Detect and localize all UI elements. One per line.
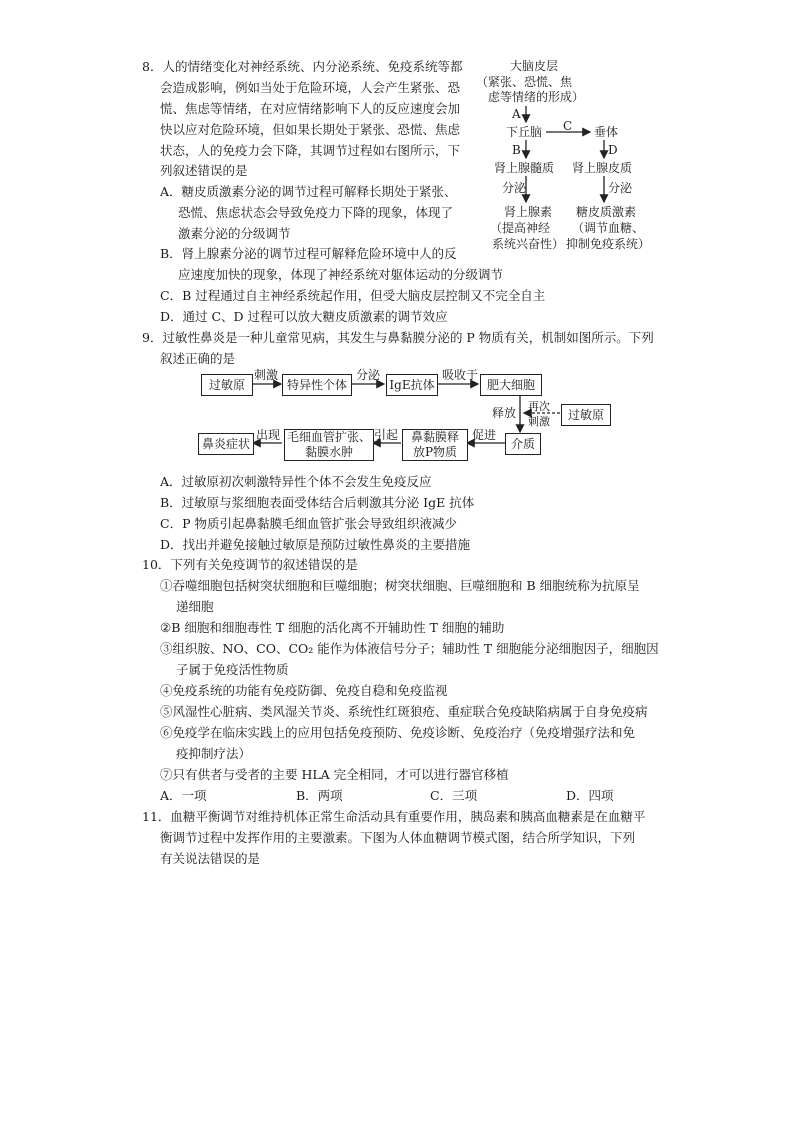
capillary-text: 毛细血管扩张、 — [286, 430, 371, 444]
mast-cell-box: 肥大细胞 — [480, 374, 542, 396]
absorb-label: 吸收于 — [442, 368, 479, 382]
q8-stem-line: 列叙述错误的是 — [160, 163, 248, 178]
q10-item-6-cont: 疫抑制疗法） — [176, 746, 252, 761]
q9-option-d: D．找出并避免接触过敏原是预防过敏性鼻炎的主要措施 — [160, 537, 471, 552]
q8-option-b: B．肾上腺素分泌的调节过程可解释危险环境中人的反 — [160, 246, 457, 261]
q10-item-7: ⑦只有供者与受者的主要 HLA 完全相同，才可以进行器官移植 — [160, 767, 509, 782]
restimulate-label: 刺激 — [528, 415, 550, 428]
q10-choice-a: A．一项 — [160, 788, 207, 803]
q8-option-a: A．糖皮质激素分泌的调节过程可解释长期处于紧张、 — [160, 184, 457, 199]
q10-item-6: ⑥免疫学在临床实践上的应用包括免疫预防、免疫诊断、免疫治疗（免疫增强疗法和免 — [160, 725, 636, 740]
cause-label: 引起 — [374, 428, 399, 442]
label-b: B — [512, 143, 521, 157]
secrete-left-label: 分泌 — [502, 181, 527, 195]
q9-flow-arrows — [0, 0, 794, 470]
glucocorticoid-note: 抑制免疫系统） — [566, 237, 651, 251]
q8-stem-line: 8．人的情绪变化对神经系统、内分泌系统、免疫系统等都 — [142, 59, 463, 74]
pituitary-label: 垂体 — [594, 125, 619, 139]
mediator-box: 介质 — [505, 433, 541, 455]
q10-choice-c: C．三项 — [430, 788, 478, 803]
q10-stem: 10．下列有关免疫调节的叙述错误的是 — [142, 557, 358, 572]
glucocorticoid-note: （调节血糖、 — [572, 221, 645, 235]
secrete-label: 分泌 — [356, 368, 381, 382]
release-label: 释放 — [492, 406, 517, 420]
q8-stem-line: 慌、焦虑等情绪，在对应情绪影响下人的反应速度会加 — [160, 101, 461, 116]
q10-choice-d: D．四项 — [566, 788, 614, 803]
q11-stem-line: 有关说法错误的是 — [160, 851, 261, 866]
q9-stem-line: 9．过敏性鼻炎是一种儿童常见病，其发生与鼻黏膜分泌的 P 物质有关，机制如图所示。下列 — [142, 330, 654, 345]
hypothalamus-label: 下丘脑 — [506, 125, 543, 139]
q9-stem-line: 叙述正确的是 — [160, 351, 236, 366]
adrenaline-label: 肾上腺素 — [504, 205, 553, 219]
adrenaline-note: （提高神经 — [490, 221, 551, 235]
q10-item-2: ②B 细胞和细胞毒性 T 细胞的活化离不开辅助性 T 细胞的辅助 — [160, 620, 505, 635]
q10-item-3: ③组织胺、NO、CO、CO₂ 能作为体液信号分子；辅助性 T 细胞能分泌细胞因子，细胞因 — [160, 641, 659, 656]
mucosa-release-text: 放P物质 — [412, 445, 458, 459]
allergen-second-box: 过敏原 — [561, 404, 611, 426]
q8-stem-line: 快以应对危险环境，但如果长期处于紧张、恐慌、焦虑 — [160, 122, 461, 137]
q9-option-a: A．过敏原初次刺激特异性个体不会发生免疫反应 — [160, 474, 432, 489]
mucosa-release-box — [402, 429, 468, 461]
promote-label: 促进 — [472, 428, 497, 442]
allergen-box: 过敏原 — [201, 374, 253, 396]
cortex-note: 虑等情绪的形成） — [488, 90, 585, 104]
label-c: C — [563, 119, 573, 133]
capillary-text: 黏膜水肿 — [304, 445, 353, 459]
capillary-box — [284, 429, 374, 461]
q11-stem-line: 11．血糖平衡调节对维持机体正常生命活动具有重要作用，胰岛素和胰高血糖素是在血糖平 — [142, 809, 646, 824]
glucocorticoid-label: 糖皮质激素 — [576, 205, 637, 219]
q9-option-b: B．过敏原与浆细胞表面受体结合后刺激其分泌 IgE 抗体 — [160, 495, 475, 510]
q8-option-a-cont: 恐慌、焦虑状态会导致免疫力下降的现象，体现了 — [178, 205, 454, 220]
mucosa-release-text: 鼻黏膜释 — [410, 430, 459, 444]
ige-antibody-box: IgE抗体 — [386, 374, 438, 396]
cortex-note: （紧张、恐慌、焦 — [476, 75, 573, 89]
q8-option-a-cont: 激素分泌的分级调节 — [178, 226, 291, 241]
secrete-right-label: 分泌 — [608, 181, 633, 195]
q8-option-c: C．B 过程通过自主神经系统起作用，但受大脑皮层控制又不完全自主 — [160, 288, 546, 303]
q8-stem-line: 会造成影响，例如当处于危险环境，人会产生紧张、恐 — [160, 80, 461, 95]
q9-option-c: C．P 物质引起鼻黏膜毛细血管扩张会导致组织液减少 — [160, 516, 457, 531]
q10-item-1-cont: 递细胞 — [176, 599, 214, 614]
cortex-label: 大脑皮层 — [510, 59, 559, 73]
q10-choice-b: B．两项 — [296, 788, 343, 803]
label-a: A — [512, 107, 521, 121]
q8-option-b-cont: 应速度加快的现象，体现了神经系统对躯体运动的分级调节 — [178, 267, 504, 282]
stimulate-label: 刺激 — [254, 368, 279, 382]
q8-stem-line: 状态，人的免疫力会下降，其调节过程如右图所示，下 — [160, 143, 461, 158]
q10-item-5: ⑤风湿性心脏病、类风湿关节炎、系统性红斑狼疮、重症联合免疫缺陷病属于自身免疫病 — [160, 704, 648, 719]
specific-individual-box: 特异性个体 — [282, 374, 352, 396]
adrenaline-note: 系统兴奋性） — [492, 237, 565, 251]
q8-option-d: D．通过 C、D 过程可以放大糖皮质激素的调节效应 — [160, 309, 448, 324]
appear-label: 出现 — [256, 428, 281, 442]
adrenal-cortex-label: 肾上腺皮质 — [572, 161, 633, 175]
label-d: D — [608, 143, 618, 157]
adrenal-medulla-label: 肾上腺髓质 — [494, 161, 555, 175]
q10-item-1: ①吞噬细胞包括树突状细胞和巨噬细胞；树突状细胞、巨噬细胞和 B 细胞统称为抗原呈 — [160, 578, 640, 593]
restimulate-label: 再次 — [528, 400, 550, 413]
q11-stem-line: 衡调节过程中发挥作用的主要激素。下图为人体血糖调节模式图，结合所学知识，下列 — [160, 830, 636, 845]
rhinitis-symptom-box: 鼻炎症状 — [198, 433, 254, 455]
q10-item-4: ④免疫系统的功能有免疫防御、免疫自稳和免疫监视 — [160, 683, 448, 698]
q10-item-3-cont: 子属于免疫活性物质 — [176, 662, 289, 677]
